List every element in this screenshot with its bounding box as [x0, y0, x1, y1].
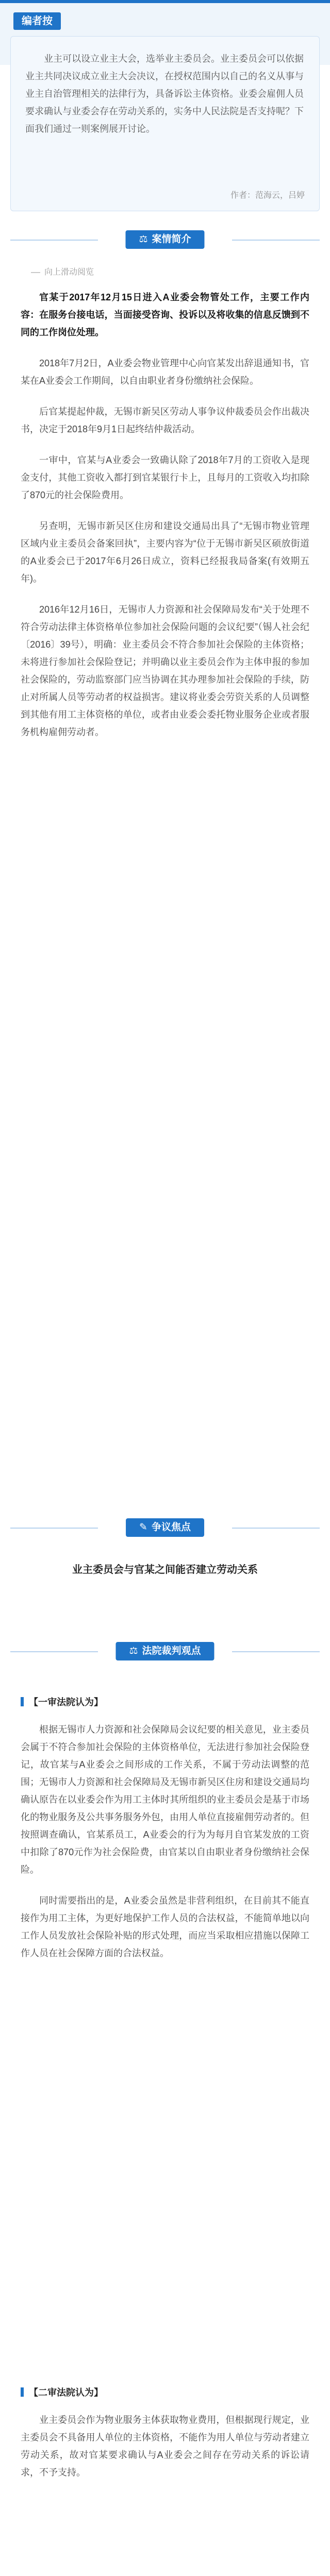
- section-title: [126, 1518, 204, 1537]
- first-instance-body: [21, 1721, 309, 1975]
- divider: [10, 1651, 98, 1652]
- case-paragraph: 2018年7月2日，A业委会物业管理中心向官某发出辞退通知书，官某在A业委会工作期间，以自由职业者身份缴纳社会保险。: [21, 358, 309, 386]
- case-paragraph: 后官某提起仲裁，无锡市新吴区劳动人事争议仲裁委员会作出裁决书，决定于2018年9月1日起终结仲裁活动。: [21, 406, 309, 434]
- scroll-hint: [31, 265, 94, 277]
- second-instance-body: [21, 2411, 309, 2495]
- divider: [232, 240, 320, 241]
- chat-icon: ✎: [139, 1522, 147, 1533]
- case-paragraph: 另查明，无锡市新吴区住房和建设交通局出具了“无锡市物业管理区域内业主委员会备案回执”，主要内容为“位于无锡市新吴区硕放街道的A业委会已于2017年6月26日成立，资料已经报我局备案(有效期五年)。: [21, 521, 309, 584]
- section-title-text: 案情简介: [152, 234, 191, 245]
- scale-icon: ⚖: [129, 1646, 138, 1656]
- section-title: [116, 1642, 214, 1660]
- editor-author: 作者：范海云，吕婷: [230, 191, 305, 200]
- dash-icon: [31, 272, 40, 273]
- case-paragraph: 一审中，官某与A业委会一致确认除了2018年7月的工资收入是现金支付，其他工资收入都打到官某银行卡上，且每月的工资收入均扣除了870元的社会保险费用。: [21, 455, 309, 500]
- court-paragraph: 业主委员会作为物业服务主体获取物业费用，但根据现行规定，业主委员会不具备用人单位的主体资格，不能作为用人单位与劳动者建立劳动关系，故对官某要求确认与A业委会之间存在劳动关系的诉讼请求，不予支持。: [21, 2415, 309, 2478]
- second-instance-title: [21, 2385, 103, 2399]
- section-heading-court: [0, 1638, 330, 1664]
- case-body: [21, 289, 309, 754]
- section-title: [125, 230, 204, 249]
- gavel-icon: ⚖: [139, 234, 148, 245]
- section-heading-dispute: [0, 1515, 330, 1540]
- editor-note-box: [10, 36, 320, 211]
- divider: [232, 1651, 320, 1652]
- section-title-text: 争议焦点: [151, 1522, 191, 1533]
- section-title-text: 法院裁判观点: [142, 1646, 201, 1656]
- editor-note-tag: 编者按: [13, 12, 61, 30]
- first-instance-title: [21, 1695, 103, 1708]
- editor-note-text: 业主可以设立业主大会，选举业主委员会。业主委员会可以依据业主共同决议成立业主大会决议，在授权范围内以自己的名义从事与业主自治管理相关的法律行为，具备诉讼主体资格。业委会雇佣人员要求确认与业委会存在劳动关系的，实务中人民法院是否支持呢？下面我们通过一则案例展开讨论。: [25, 54, 304, 134]
- first-instance-title-text: 【一审法院认为】: [29, 1697, 103, 1707]
- title-marker: [21, 1697, 24, 1706]
- title-marker: [21, 2387, 24, 2397]
- court-paragraph: 同时需要指出的是，A业委会虽然是非营利组织，在目前其不能直接作为用工主体，为更好地保护工作人员的合法权益，不能简单地以向工作人员发放社会保险补贴的形式处理，而应当采取相应措施以保障工作人员在社会保障方面的合法权益。: [21, 1895, 309, 1958]
- scroll-hint-text: 向上滑动阅览: [44, 268, 94, 277]
- divider: [10, 240, 98, 241]
- case-paragraph: 2016年12月16日，无锡市人力资源和社会保障局发布“关于处理不符合劳动法律主体资格单位参加社会保险问题的会议纪要”（锡人社会纪〔2016〕39号），明确：业主委员会不符合参加社会保险的主体资格；未将进行参加社会保险登记；并明确以业主委员会作为主体申报的参加社会保险的，劳动监察部门应当协调在其办理参加社会保险的手续，防止对所属人员等劳动者的权益损害。建议将业委会劳资关系的人员调整到其他有用工主体资格的单位，或者由业委会委托物业服务企业或者服务机构雇佣劳动者。: [21, 604, 309, 737]
- divider: [232, 1528, 320, 1529]
- second-instance-title-text: 【二审法院认为】: [29, 2387, 103, 2398]
- court-paragraph: 根据无锡市人力资源和社会保障局会议纪要的相关意见，业主委员会属于不符合参加社会保险的主体资格单位，无法进行参加社会保险登记，故官某与A业委会之间形成的工作关系，不属于劳动法调整的范围；无锡市人力资源和社会保障局及无锡市新吴区住房和建设交通局均确认原告在以业委会作为用工主体时其所组织的业主委员会是基于市场化的物业服务及公共事务服务外包，由用人单位直接雇佣劳动者的。但按照调查确认，官某系员工，A业委会的行为为每月自官某发放的工资中扣除了870元作为社会保险费，由官某以自由职业者身份缴纳社会保险。: [21, 1724, 309, 1875]
- section-heading-case: [0, 227, 330, 252]
- case-paragraph: 官某于2017年12月15日进入A业委会物管处工作，主要工作内容：在服务台接电话，当面接受咨询、投诉以及将收集的信息反馈到不同的工作岗位处理。: [21, 292, 309, 337]
- dispute-subtitle: 业主委员会与官某之间能否建立劳动关系: [72, 1564, 258, 1575]
- divider: [10, 1528, 98, 1529]
